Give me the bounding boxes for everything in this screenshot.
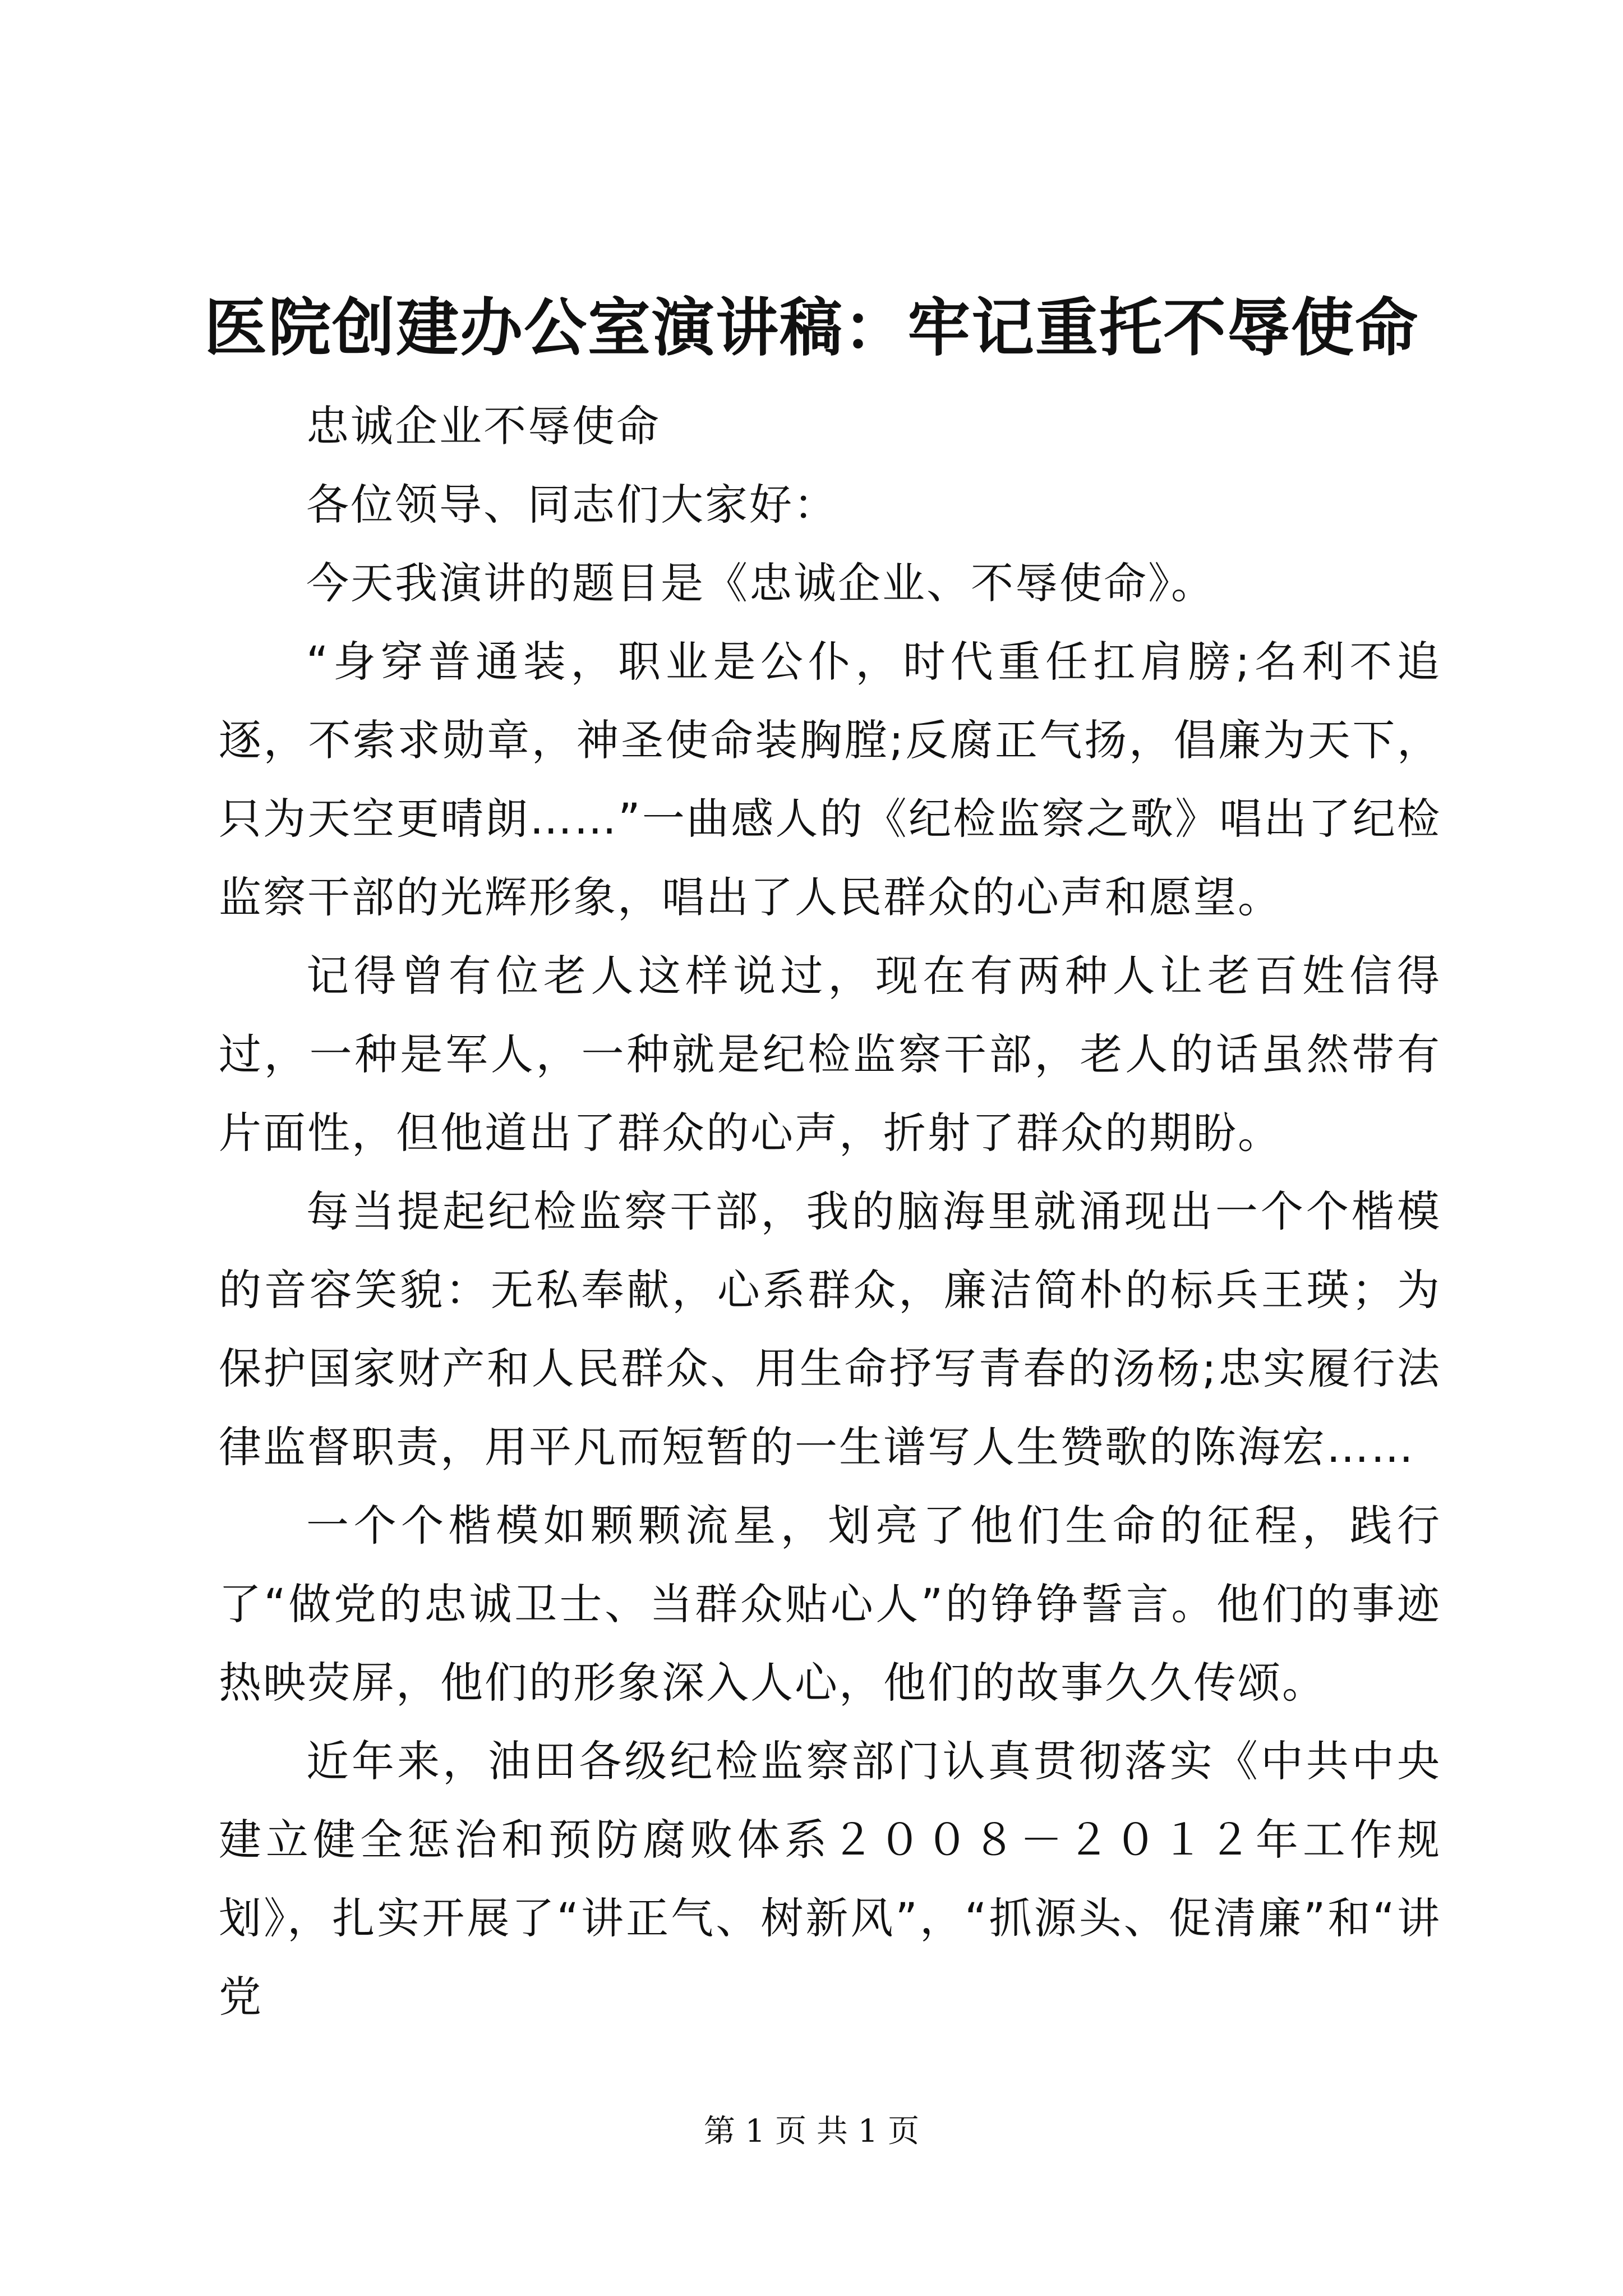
page-number-footer: 第 1 页 共 1 页 [703, 2113, 920, 2150]
paragraph-greeting: 各位领导、同志们大家好： [306, 480, 838, 530]
paragraph-song: “身穿普通装，职业是公仆，时代重任扛肩膀;名利不追逐，不索求勋章，神圣使命装胸膛;反腐正气扬，倡廉为天下，只为天空更晴朗……”一曲感人的《纪检监察之歌》唱出了纪检监察干部的光辉形象，唱出了人民群众的心声和愿望。 [219, 637, 1441, 922]
paragraph-recent-years: 近年来，油田各级纪检监察部门认真贯彻落实《中共中央建立健全惩治和预防腐败体系２００８－２０１２年工作规划》，扎实开展了“讲正气、树新风”，“抓源头、促清廉”和“讲党 [219, 1736, 1441, 2022]
paragraph-subtitle: 忠诚企业不辱使命 [306, 401, 661, 451]
paragraph-role-models: 每当提起纪检监察干部，我的脑海里就涌现出一个个楷模的音容笑貌：无私奉献，心系群众，廉洁简朴的标兵王瑛；为保护国家财产和人民群众、用生命抒写青春的汤杨;忠实履行法律监督职责，用平凡而短暂的一生谱写人生赞歌的陈海宏…… [219, 1186, 1441, 1472]
document-body [219, 387, 1441, 2036]
paragraph-elder-saying: 记得曾有位老人这样说过，现在有两种人让老百姓信得过，一种是军人，一种就是纪检监察干部，老人的话虽然带有片面性，但他道出了群众的心声，折射了群众的期盼。 [219, 951, 1441, 1158]
paragraph-topic: 今天我演讲的题目是《忠诚企业、不辱使命》。 [306, 558, 1215, 608]
paragraph-shooting-stars: 一个个楷模如颗颗流星，划亮了他们生命的征程，践行了“做党的忠诚卫士、当群众贴心人”的铮铮誓言。他们的事迹热映荧屏，他们的形象深入人心，他们的故事久久传颂。 [219, 1501, 1441, 1708]
document-title: 医院创建办公室演讲稿：牢记重托不辱使命 [204, 291, 1419, 365]
